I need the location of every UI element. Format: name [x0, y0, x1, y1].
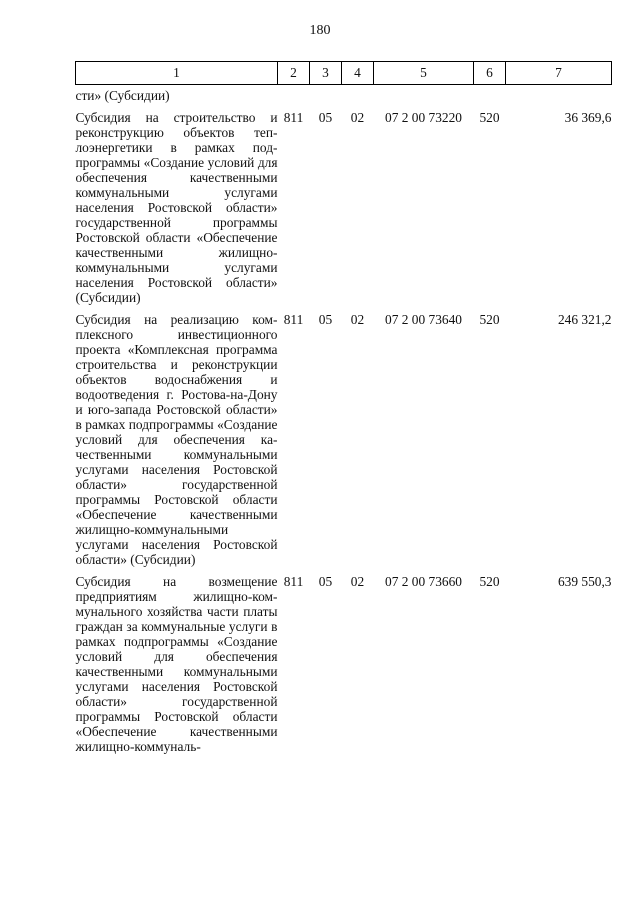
row-ministry-code: 811 [283, 574, 304, 589]
row-name: Субсидия на возмещение предприятиям жилищно-коммунального хозяйства части платы граждан за коммунальные услуги в рамках подпрограммы «Создание условий для обеспечения качественными коммунальными услугами населения Ростовской области» государственной программы Ростовской области «Обеспечение качественными жилищно-коммуналь- [75, 574, 278, 754]
continuation-row [76, 85, 612, 104]
budget-table [75, 61, 612, 754]
row-ministry-code: 811 [283, 312, 304, 327]
column-header-5: 5 [374, 62, 474, 85]
continuation-text: сти» (Субсидии) [75, 88, 170, 103]
column-header-1: 1 [76, 62, 278, 85]
column-header-6: 6 [474, 62, 506, 85]
row-target-article: 07 2 00 73660 [385, 574, 462, 589]
row-subsection: 02 [350, 312, 365, 327]
row-expense-type: 520 [479, 574, 500, 589]
row-amount: 639 550,3 [557, 574, 612, 589]
column-header-7: 7 [506, 62, 612, 85]
column-header-2: 2 [278, 62, 310, 85]
row-section: 05 [318, 110, 333, 125]
row-section: 05 [318, 574, 333, 589]
row-expense-type: 520 [479, 312, 500, 327]
row-amount: 246 321,2 [557, 312, 612, 327]
column-header-4: 4 [342, 62, 374, 85]
page-number: 180 [309, 23, 331, 38]
row-ministry-code: 811 [283, 110, 304, 125]
row-name: Субсидия на реализацию комплексного инвестиционного проекта «Комплексная программа строительства и реконструкции объектов водоснабжения и водоотведения г. Ростова-на-Дону и юго-запада Ростовской области» в рамках подпрограммы «Создание условий для обеспечения качественными коммунальными услугами населения Ростовской области» государственной программы Ростовской области «Обеспечение качественными жилищно-коммунальными услугами населения Ростовской области» (Субсидии) [75, 312, 278, 567]
table-row [76, 567, 612, 754]
column-header-3: 3 [310, 62, 342, 85]
row-name: Субсидия на строительство и реконструкцию объектов теплоэнергетики в рамках подпрограммы «Создание условий для обеспечения качественными коммунальными услугами населения Ростовской области» государственной программы Ростовской области «Обеспечение качественными жилищно-коммунальными услугами населения Ростовской области» (Субсидии) [75, 110, 278, 305]
row-amount: 36 369,6 [564, 110, 612, 125]
row-expense-type: 520 [479, 110, 500, 125]
row-subsection: 02 [350, 574, 365, 589]
table-row [76, 305, 612, 567]
row-target-article: 07 2 00 73220 [385, 110, 462, 125]
column-header-row [76, 62, 612, 85]
row-target-article: 07 2 00 73640 [385, 312, 462, 327]
table-row [76, 103, 612, 305]
row-subsection: 02 [350, 110, 365, 125]
row-section: 05 [318, 312, 333, 327]
